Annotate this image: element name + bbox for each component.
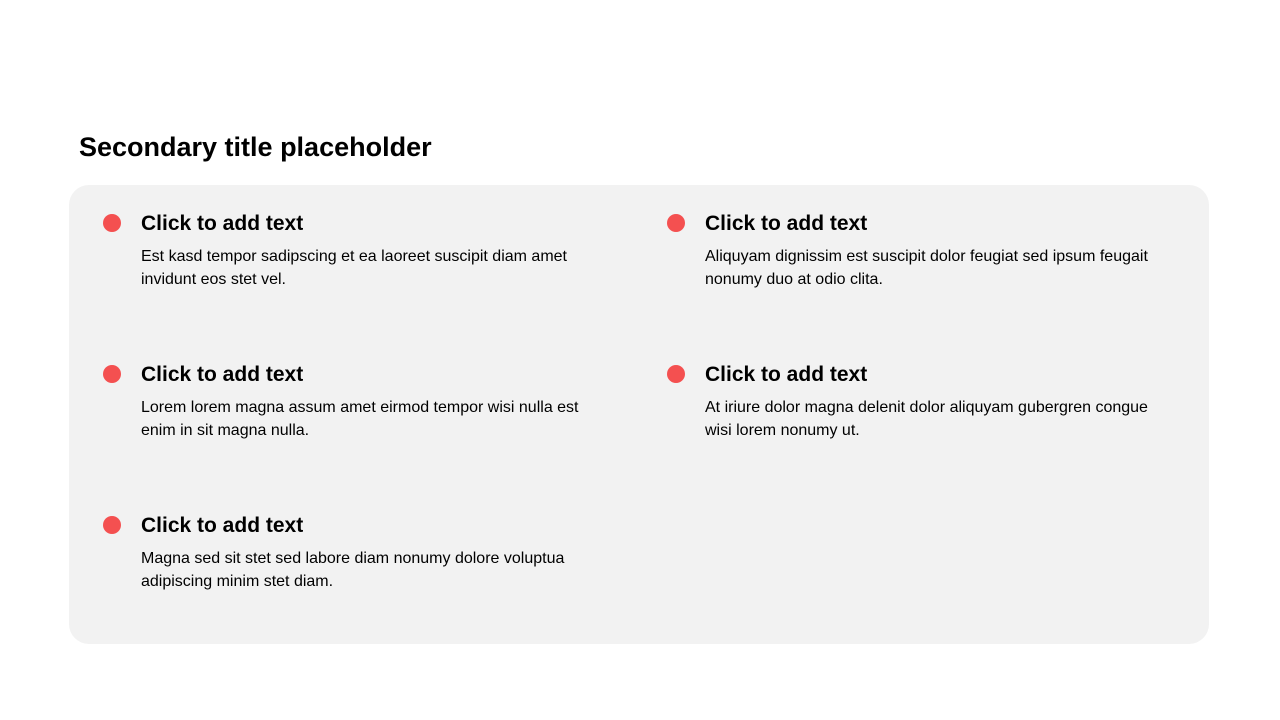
item-heading[interactable]: Click to add text <box>141 514 304 537</box>
bullet-dot-icon <box>103 214 121 232</box>
item-heading[interactable]: Click to add text <box>705 212 868 235</box>
text-item-1 <box>141 209 601 291</box>
bullet-dot-icon <box>667 214 685 232</box>
item-body[interactable]: At iriure dolor magna delenit dolor aliquyam gubergren congue wisi lorem nonumy ut. <box>705 399 1148 439</box>
item-body[interactable]: Est kasd tempor sadipscing et ea laoreet suscipit diam amet invidunt eos stet vel. <box>141 248 567 288</box>
content-panel <box>69 185 1209 644</box>
text-item-2 <box>705 209 1165 291</box>
bullet-dot-icon <box>667 365 685 383</box>
item-heading[interactable]: Click to add text <box>141 212 304 235</box>
item-heading[interactable]: Click to add text <box>705 363 868 386</box>
text-item-5 <box>141 511 601 593</box>
bullet-dot-icon <box>103 365 121 383</box>
item-body[interactable]: Lorem lorem magna assum amet eirmod tempor wisi nulla est enim in sit magna nulla. <box>141 399 579 439</box>
slide-title[interactable]: Secondary title placeholder <box>79 132 432 162</box>
bullet-dot-icon <box>103 516 121 534</box>
item-body[interactable]: Aliquyam dignissim est suscipit dolor feugiat sed ipsum feugait nonumy duo at odio clita. <box>705 248 1148 288</box>
item-heading[interactable]: Click to add text <box>141 363 304 386</box>
item-body[interactable]: Magna sed sit stet sed labore diam nonumy dolore voluptua adipiscing minim stet diam. <box>141 550 565 590</box>
text-item-4 <box>705 360 1165 442</box>
text-item-3 <box>141 360 601 442</box>
